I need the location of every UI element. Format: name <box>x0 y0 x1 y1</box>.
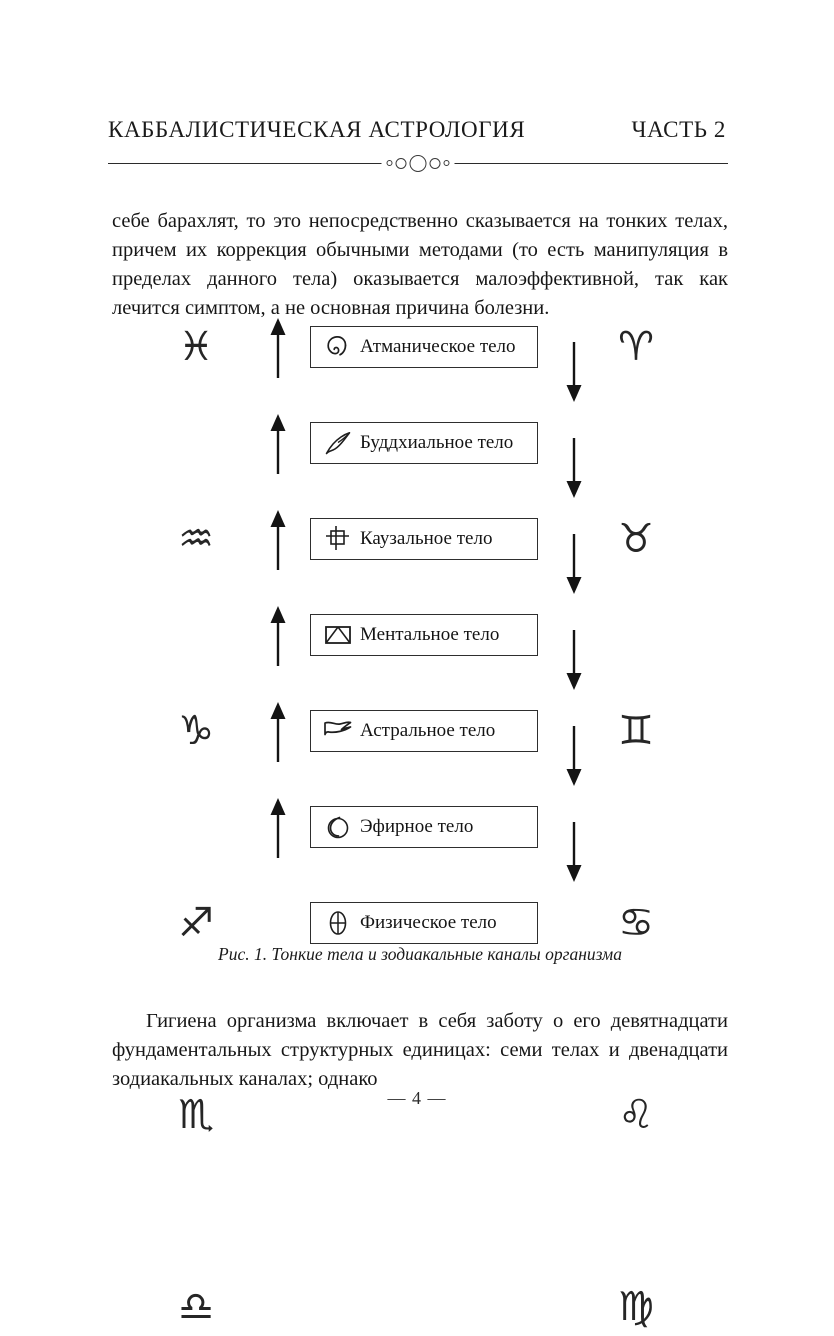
down-arrow-icon <box>560 630 588 714</box>
up-arrow-icon <box>264 796 292 880</box>
causal-body-icon <box>323 524 353 554</box>
body-paragraph-bottom-main: Гигиена организма включает в себя заботу о его девятнадцати фундаментальных структурных единицах: <box>112 1009 728 1061</box>
body-box-atmanic[interactable] <box>310 326 538 368</box>
running-head <box>108 117 728 143</box>
body-box-etheric[interactable] <box>310 806 538 848</box>
header-rule <box>108 152 728 174</box>
down-arrow-icon <box>560 438 588 522</box>
body-box-label: Каузальное тело <box>360 528 493 549</box>
ornament-circle-small-right <box>444 160 450 166</box>
up-arrow-icon <box>264 700 292 784</box>
body-box-label: Астральное тело <box>360 720 496 741</box>
ornament-circle-medium-right <box>430 158 441 169</box>
body-box-label: Буддхиальное тело <box>360 432 514 453</box>
running-head-part: ЧАСТЬ 2 <box>631 117 726 142</box>
down-arrow-icon <box>560 822 588 906</box>
gemini-icon: ♊ <box>618 708 654 754</box>
taurus-icon: ♉ <box>618 516 654 562</box>
body-box-buddhic[interactable] <box>310 422 538 464</box>
astral-body-icon <box>323 716 353 746</box>
mental-body-icon <box>323 620 353 650</box>
body-paragraph-top: себе барахлят, то это непосредственно сказывается на тонких телах, причем их коррекция обычными методами (то есть манипуляция в пределах данного тела) оказывается малоэффективной, так как лечится симптом, а не основная причина болезни. <box>112 209 728 319</box>
figure-row <box>112 902 728 950</box>
ornament-circle-large-center <box>410 155 427 172</box>
etheric-body-icon <box>323 812 353 842</box>
down-arrow-icon <box>560 534 588 618</box>
body-box-mental[interactable] <box>310 614 538 656</box>
down-arrow-icon <box>560 342 588 426</box>
sagittarius-icon: ♐ <box>178 900 214 946</box>
body-box-label: Атманическое тело <box>360 336 516 357</box>
body-box-physical[interactable] <box>310 902 538 944</box>
physical-body-icon <box>323 908 353 938</box>
cancer-icon: ♋ <box>618 900 654 946</box>
pisces-icon: ♓ <box>178 324 214 370</box>
libra-icon: ♎ <box>178 1284 214 1330</box>
up-arrow-icon <box>264 508 292 592</box>
figure-caption: Рис. 1. Тонкие тела и зодиакальные каналы организма <box>218 944 622 964</box>
body-box-label: Эфирное тело <box>360 816 474 837</box>
buddhic-body-icon <box>323 428 353 458</box>
body-paragraph-bottom-last: семи телах и двенадцати зодиакальных каналах; однако <box>112 1038 729 1090</box>
body-box-astral[interactable] <box>310 710 538 752</box>
body-box-causal[interactable] <box>310 518 538 560</box>
body-box-label: Физическое тело <box>360 912 497 933</box>
leo-icon: ♌ <box>618 1092 654 1138</box>
atmanic-body-icon <box>323 332 353 362</box>
aquarius-icon: ♒ <box>178 516 214 562</box>
aries-icon: ♈ <box>618 324 654 370</box>
capricorn-icon: ♑ <box>178 708 214 754</box>
running-head-title: КАББАЛИСТИЧЕСКАЯ АСТРОЛОГИЯ <box>108 117 526 142</box>
body-box-label: Ментальное тело <box>360 624 500 645</box>
up-arrow-icon <box>264 604 292 688</box>
down-arrow-icon <box>560 726 588 810</box>
up-arrow-icon <box>264 316 292 400</box>
up-arrow-icon <box>264 412 292 496</box>
page-number: — 4 — <box>387 1088 447 1108</box>
ornament-circle-small-left <box>387 160 393 166</box>
figure-row <box>112 326 728 374</box>
ornament-five-circles-icon <box>382 152 455 174</box>
ornament-circle-medium-left <box>396 158 407 169</box>
scorpio-icon: ♏ <box>178 1092 214 1138</box>
virgo-icon: ♍ <box>618 1284 654 1330</box>
body-paragraph-bottom <box>112 1007 728 1094</box>
